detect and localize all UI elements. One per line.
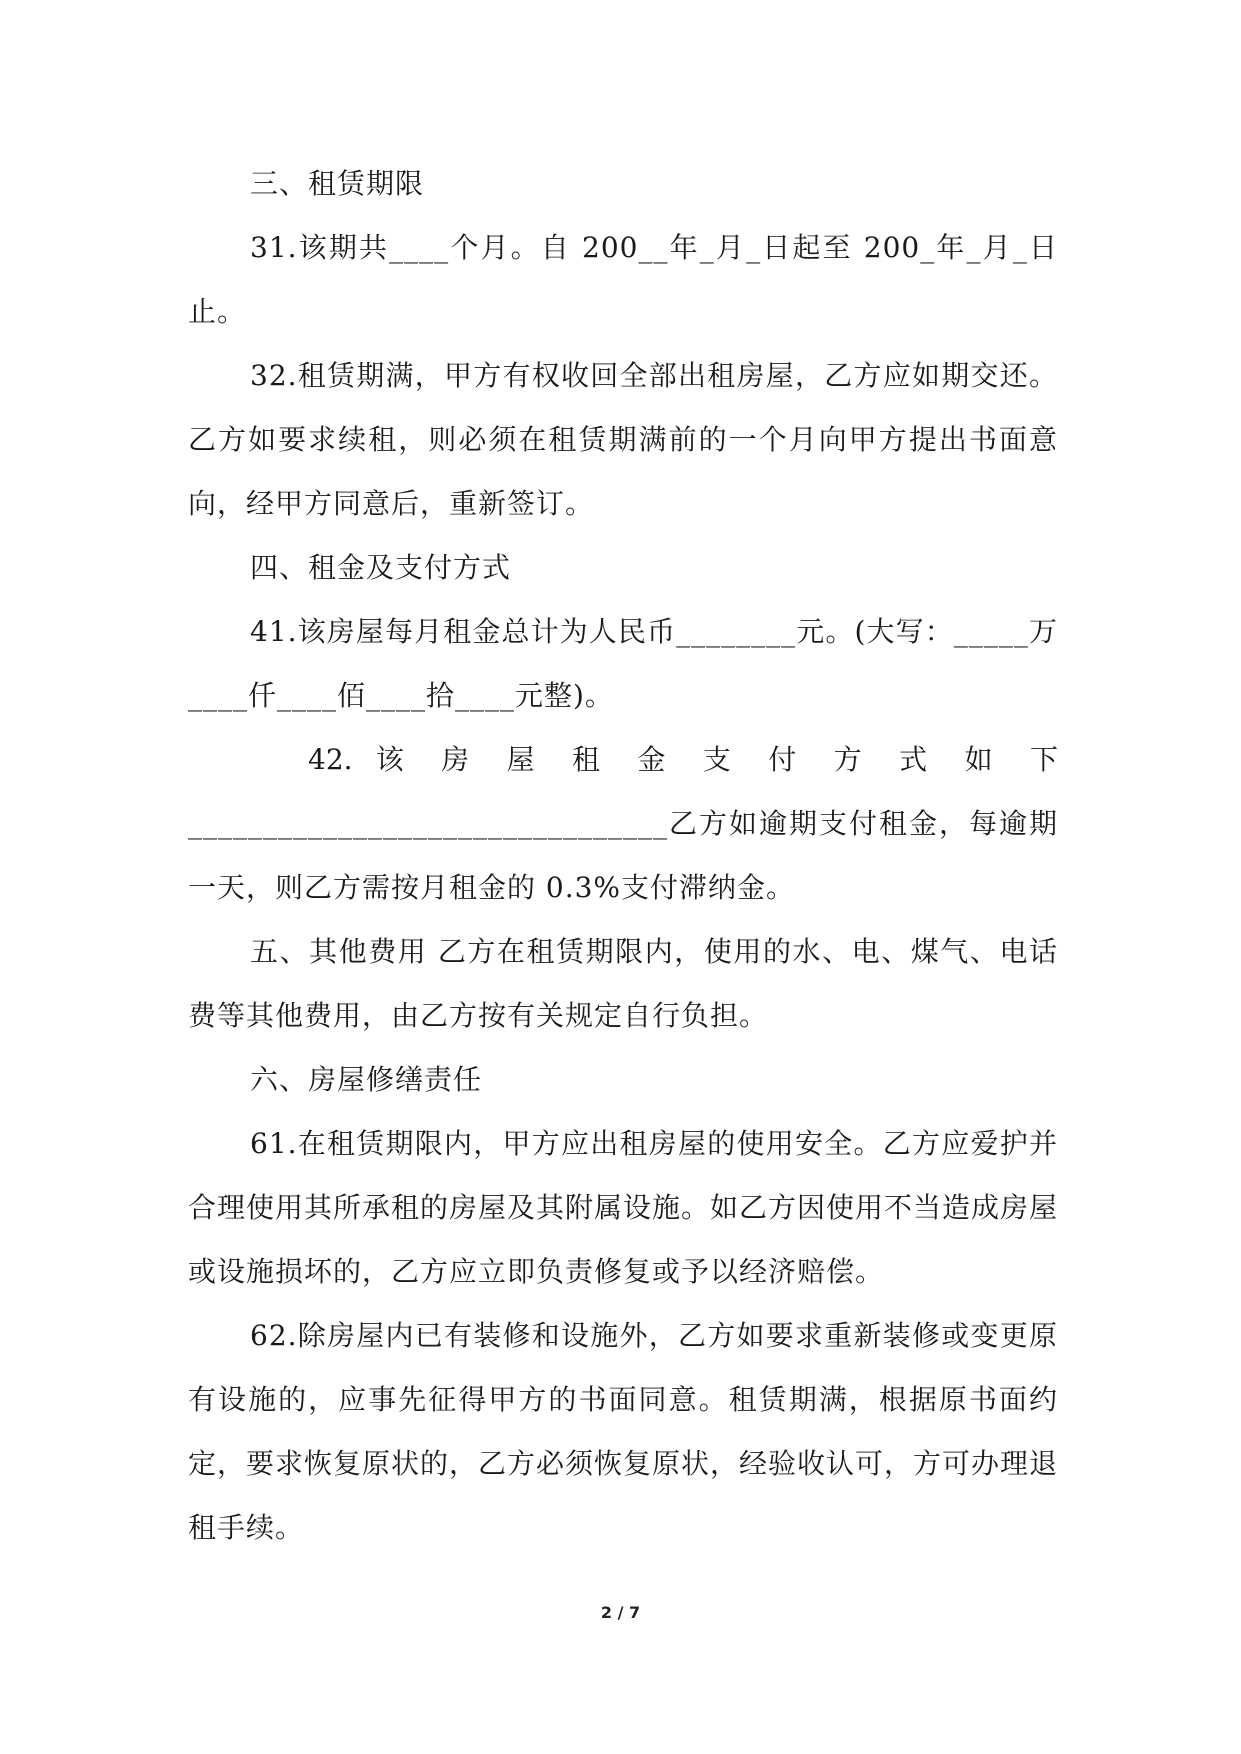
section-heading-repair: 六、房屋修缮责任 bbox=[250, 1063, 483, 1096]
clause-61: 61.在租赁期限内，甲方应出租房屋的使用安全。乙方应爱护并合理使用其所承租的房屋及其附属设施。如乙方因使用不当造成房屋或设施损坏的，乙方应立即负责修复或予以经济赔偿。 bbox=[188, 1127, 1059, 1288]
document-body bbox=[188, 152, 1058, 1560]
section-heading-rent-payment: 四、租金及支付方式 bbox=[250, 551, 512, 584]
clause-62: 62.除房屋内已有装修和设施外，乙方如要求重新装修或变更原有设施的，应事先征得甲方的书面同意。租赁期满，根据原书面约定，要求恢复原状的，乙方必须恢复原状，经验收认可，方可办理退租手续。 bbox=[188, 1319, 1059, 1544]
page-number: 2 / 7 bbox=[600, 1603, 641, 1622]
clause-42-body: ________________________________乙方如逾期支付租金，每逾期一天，则乙方需按月租金的 0.3%支付滞纳金。 bbox=[188, 807, 1058, 904]
section-heading-lease-term: 三、租赁期限 bbox=[250, 167, 425, 200]
clause-42-heading: 42. 该 房 屋 租 金 支 付 方 式 如 下 bbox=[308, 743, 1058, 776]
clause-41: 41.该房屋每月租金总计为人民币________元。(大写：_____万____仟____佰____拾____元整)。 bbox=[188, 615, 1058, 712]
clause-31: 31.该期共____个月。自 200__年_月_日起至 200_年_月_日止。 bbox=[188, 231, 1058, 328]
section-other-fees: 五、其他费用 乙方在租赁期限内，使用的水、电、煤气、电话费等其他费用，由乙方按有关规定自行负担。 bbox=[188, 935, 1058, 1032]
clause-32: 32.租赁期满，甲方有权收回全部出租房屋，乙方应如期交还。乙方如要求续租，则必须在租赁期满前的一个月向甲方提出书面意向，经甲方同意后，重新签订。 bbox=[188, 359, 1058, 520]
